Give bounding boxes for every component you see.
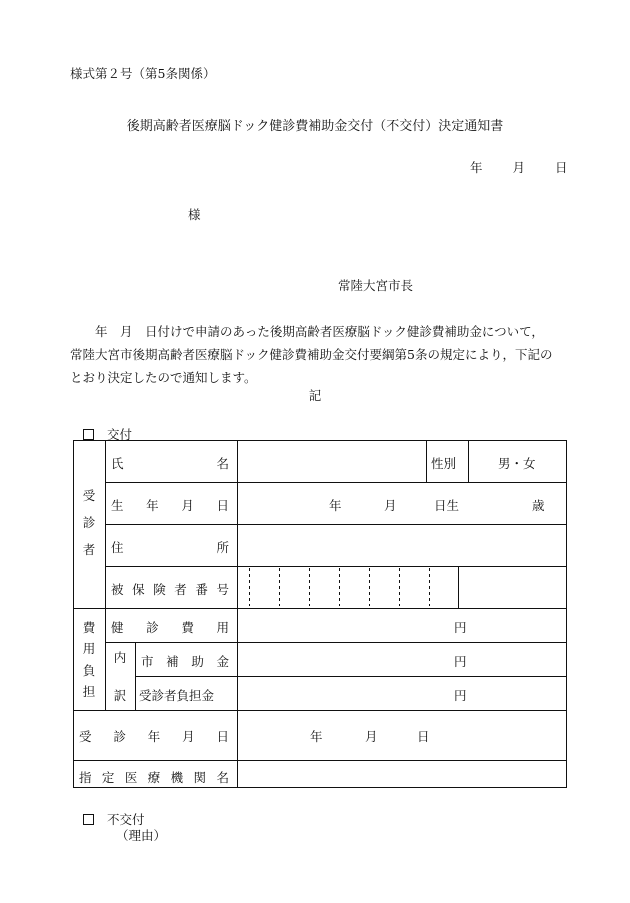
city-subsidy-yen: 円: [454, 654, 467, 669]
exam-month: 月: [365, 729, 378, 744]
issue-date-day: 日: [555, 160, 568, 175]
sex-label: 性別: [431, 456, 457, 471]
birth-date-label: 生 年 月 日: [111, 498, 229, 513]
issue-date-year: 年: [470, 160, 483, 175]
breakdown-label: 内 訳: [113, 650, 127, 703]
city-subsidy-label: 市 補 助 金: [141, 654, 229, 669]
address-label: 住 所: [111, 540, 229, 555]
exam-day: 日: [417, 729, 430, 744]
cost-group-label: 費 用 負 担: [82, 620, 96, 699]
exam-date-label: 受 診 年 月 日: [79, 729, 229, 744]
insured-number-label: 被 保 険 者 番 号: [111, 582, 229, 597]
issue-date-month: 月: [512, 160, 526, 175]
sex-options: 男・女: [498, 456, 536, 471]
issue-date: [470, 158, 568, 176]
exam-year: 年: [310, 729, 323, 744]
body-line-1: 年 月 日付けで申請のあった後期高齢者医療脳ドック健診費補助金について，: [95, 324, 544, 339]
birth-year: 年: [329, 498, 342, 513]
grant-label: 交付: [107, 427, 133, 442]
examinee-share-label: 受診者負担金: [139, 688, 215, 703]
form-number: 様式第２号（第5条関係）: [70, 66, 216, 81]
notice-body: [70, 320, 552, 389]
recipient-suffix: 様: [188, 207, 201, 222]
birth-month: 月: [384, 498, 397, 513]
institution-label: 指 定 医 療 機 関 名: [79, 770, 229, 785]
details-table: [73, 440, 567, 788]
name-label: 氏 名: [111, 456, 229, 471]
body-line-2: 常陸大宮市後期高齢者医療脳ドック健診費補助金交付要綱第5条の規定により，下記の: [70, 347, 553, 362]
examinee-share-yen: 円: [454, 688, 467, 703]
exam-cost-yen: 円: [454, 620, 467, 635]
birth-day: 日生: [434, 498, 460, 513]
ki-heading: 記: [308, 388, 322, 403]
body-line-3: とおり決定したので通知します。: [70, 370, 257, 385]
examinee-group-label: 受 診 者: [82, 488, 96, 557]
exam-cost-label: 健 診 費 用: [111, 620, 229, 635]
grant-checkbox[interactable]: [83, 429, 94, 440]
no-grant-checkbox[interactable]: [83, 814, 94, 825]
issuer: 常陸大宮市長: [338, 278, 414, 293]
document-title: 後期高齢者医療脳ドック健診費補助金交付（不交付）決定通知書: [126, 119, 504, 134]
no-grant-label: 不交付: [107, 812, 145, 827]
age-unit: 歳: [532, 498, 545, 513]
reason-label: （理由）: [116, 828, 167, 843]
